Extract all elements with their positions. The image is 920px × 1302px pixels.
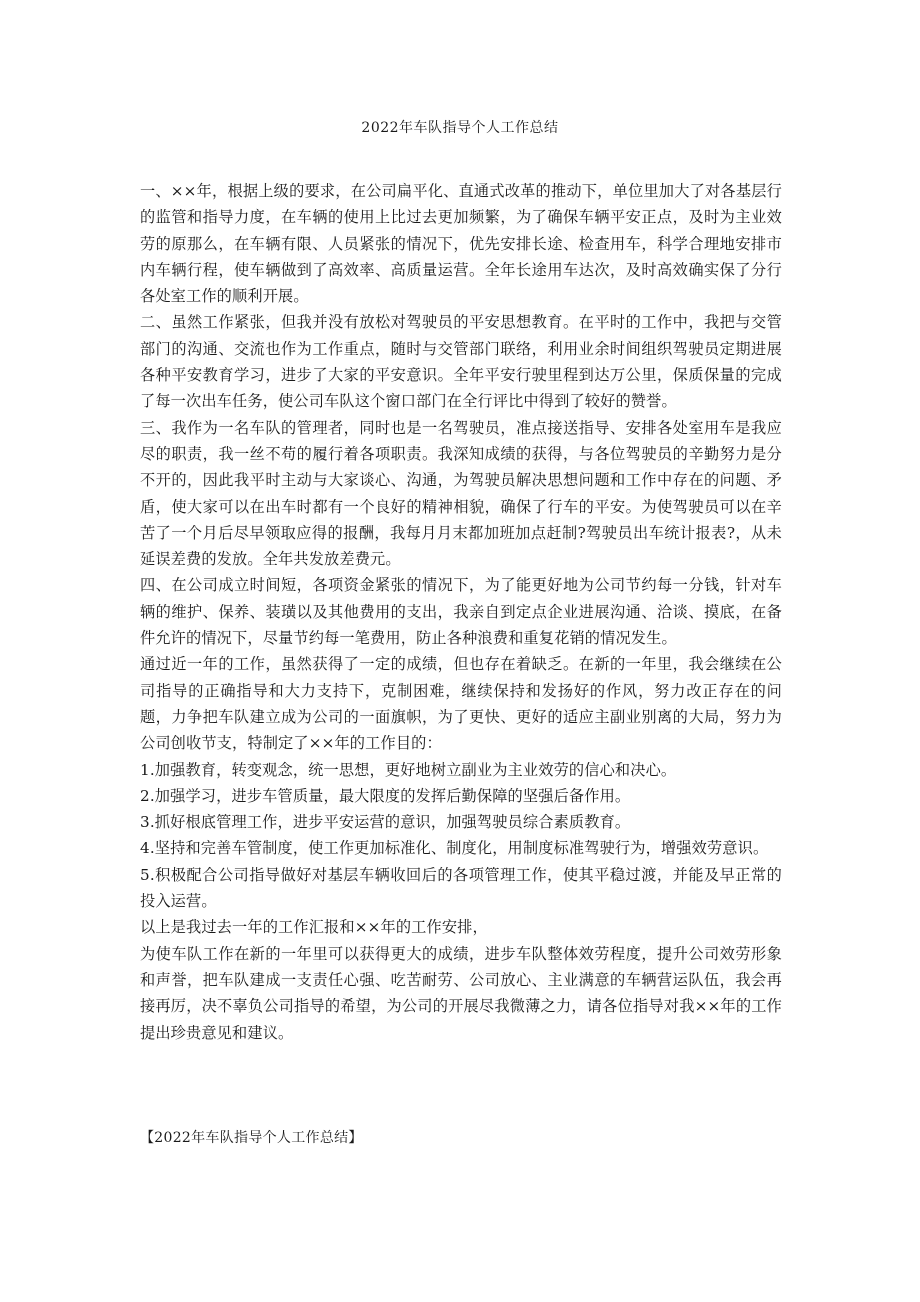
goal-item-4: 4.坚持和完善车管制度，使工作更加标准化、制度化，用制度标准驾驶行为，增强效劳意识。 (140, 839, 769, 858)
goal-item-3: 3.抓好根底管理工作，进步平安运营的意识，加强驾驶员综合素质教育。 (140, 813, 631, 832)
footer-title: 【2022年车队指导个人工作总结】 (140, 1130, 363, 1146)
paragraph-closing-intro: 以上是我过去一年的工作汇报和××年的工作安排， (140, 918, 488, 937)
paragraph-section-2: 二、虽然工作紧张，但我并没有放松对驾驶员的平安思想教育。在平时的工作中，我把与交管部门的沟通、交流也作为工作重点，随时与交管部门联络，利用业余时间组织驾驶员定期进展各种平安教育学习，进步了大家的平安意识。全年平安行驶里程到达万公里，保质保量的完成了每一次出车任务，使公司车队这个窗口部门在全行评比中得到了较好的赞誉。 (140, 313, 782, 411)
document-body (140, 178, 782, 1046)
document-title: 2022年车队指导个人工作总结 (361, 120, 559, 136)
paragraph-section-1: 一、××年，根据上级的要求，在公司扁平化、直通式改革的推动下，单位里加大了对各基层行的监管和指导力度，在车辆的使用上比过去更加频繁，为了确保车辆平安正点，及时为主业效劳的原那么，在车辆有限、人员紧张的情况下，优先安排长途、检查用车，科学合理地安排市内车辆行程，使车辆做到了高效率、高质量运营。全年长途用车达次，及时高效确实保了分行各处室工作的顺利开展。 (140, 182, 782, 306)
paragraph-section-3: 三、我作为一名车队的管理者，同时也是一名驾驶员，准点接送指导、安排各处室用车是我应尽的职责，我一丝不苟的履行着各项职责。我深知成绩的获得，与各位驾驶员的辛勤努力是分不开的，因此我平时主动与大家谈心、沟通，为驾驶员解决思想问题和工作中存在的问题、矛盾，使大家可以在出车时都有一个良好的精神相貌，确保了行车的平安。为使驾驶员可以在辛苦了一个月后尽早领取应得的报酬，我每月月末都加班加点赶制?驾驶员出车统计报表?，从未延误差费的发放。全年共发放差费元。 (140, 418, 782, 569)
goal-item-2: 2.加强学习，进步车管质量，最大限度的发挥后勤保障的坚强后备作用。 (140, 786, 631, 805)
goal-item-5: 5.积极配合公司指导做好对基层车辆收回后的各项管理工作，使其平稳过渡，并能及早正常的投入运营。 (140, 865, 782, 911)
paragraph-section-4: 四、在公司成立时间短，各项资金紧张的情况下，为了能更好地为公司节约每一分钱，针对车辆的维护、保养、装璜以及其他费用的支出，我亲自到定点企业进展沟通、洽谈、摸底，在备件允许的情况下，尽量节约每一笔费用，防止各种浪费和重复花销的情况发生。 (140, 576, 782, 648)
paragraph-closing: 为使车队工作在新的一年里可以获得更大的成绩，进步车队整体效劳程度，提升公司效劳形象和声誉，把车队建成一支责任心强、吃苦耐劳、公司放心、主业满意的车辆营运队伍，我会再接再厉，决不辜负公司指导的希望，为公司的开展尽我微薄之力，请各位指导对我××年的工作提出珍贵意见和建议。 (140, 944, 782, 1042)
paragraph-summary: 通过近一年的工作，虽然获得了一定的成绩，但也存在着缺乏。在新的一年里，我会继续在公司指导的正确指导和大力支持下，克制困难，继续保持和发扬好的作风，努力改正存在的问题，力争把车队建立成为公司的一面旗帜，为了更快、更好的适应主副业别离的大局，努力为公司创收节支，特制定了××年的工作目的： (140, 655, 782, 753)
goal-item-1: 1.加强教育，转变观念，统一思想，更好地树立副业为主业效劳的信心和决心。 (140, 760, 677, 779)
